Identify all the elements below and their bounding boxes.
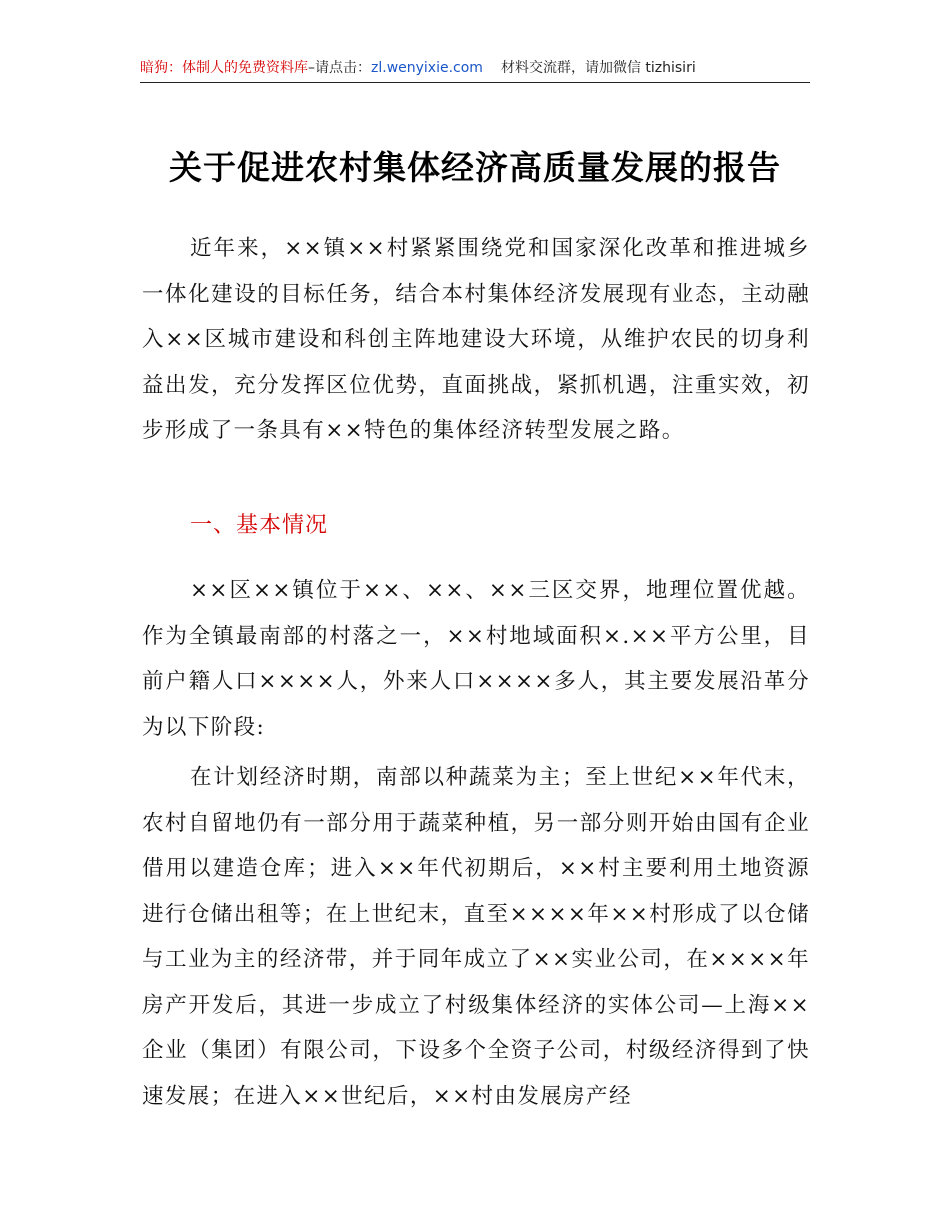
document-title: 关于促进农村集体经济高质量发展的报告	[169, 148, 781, 187]
intro-paragraph: 近年来，××镇××村紧紧围绕党和国家深化改革和推进城乡一体化建设的目标任务，结合本村集体经济发展现有业态，主动融入××区城市建设和科创主阵地建设大环境，从维护农民的切身利益出发，充分发挥区位优势，直面挑战，紧抓机遇，注重实效，初步形成了一条具有××特色的集体经济转型发展之路。	[142, 236, 810, 443]
header-contact: 材料交流群，请加微信 tizhisiri	[500, 60, 696, 76]
section-heading-basic-info: 一、基本情况	[190, 513, 329, 538]
header-prompt: –请点击：	[308, 60, 371, 76]
intro-paragraph-block	[142, 226, 810, 454]
section1-paragraph-block-2	[142, 755, 810, 1119]
page-header	[140, 58, 810, 83]
section1-paragraph-2: 在计划经济时期，南部以种蔬菜为主；至上世纪××年代末，农村自留地仍有一部分用于蔬菜种植，另一部分则开始由国有企业借用以建造仓库；进入××年代初期后，××村主要利用土地资源进行仓储出租等；在上世纪末，直至××××年××村形成了以仓储与工业为主的经济带，并于同年成立了××实业公司，在××××年房产开发后，其进一步成立了村级集体经济的实体公司—上海××企业（集团）有限公司，下设多个全资子公司，村级经济得到了快速发展；在进入××世纪后，××村由发展房产经	[142, 765, 810, 1109]
header-brand: 暗狗：体制人的免费资料库	[140, 60, 308, 76]
section1-paragraph-1: ××区××镇位于××、××、××三区交界，地理位置优越。作为全镇最南部的村落之一，××村地域面积×.××平方公里，目前户籍人口××××人，外来人口××××多人，其主要发展沿革分为以下阶段:	[142, 578, 810, 740]
header-link[interactable]: zl.wenyixie.com	[371, 60, 483, 76]
section1-paragraph-block-1	[142, 568, 810, 750]
